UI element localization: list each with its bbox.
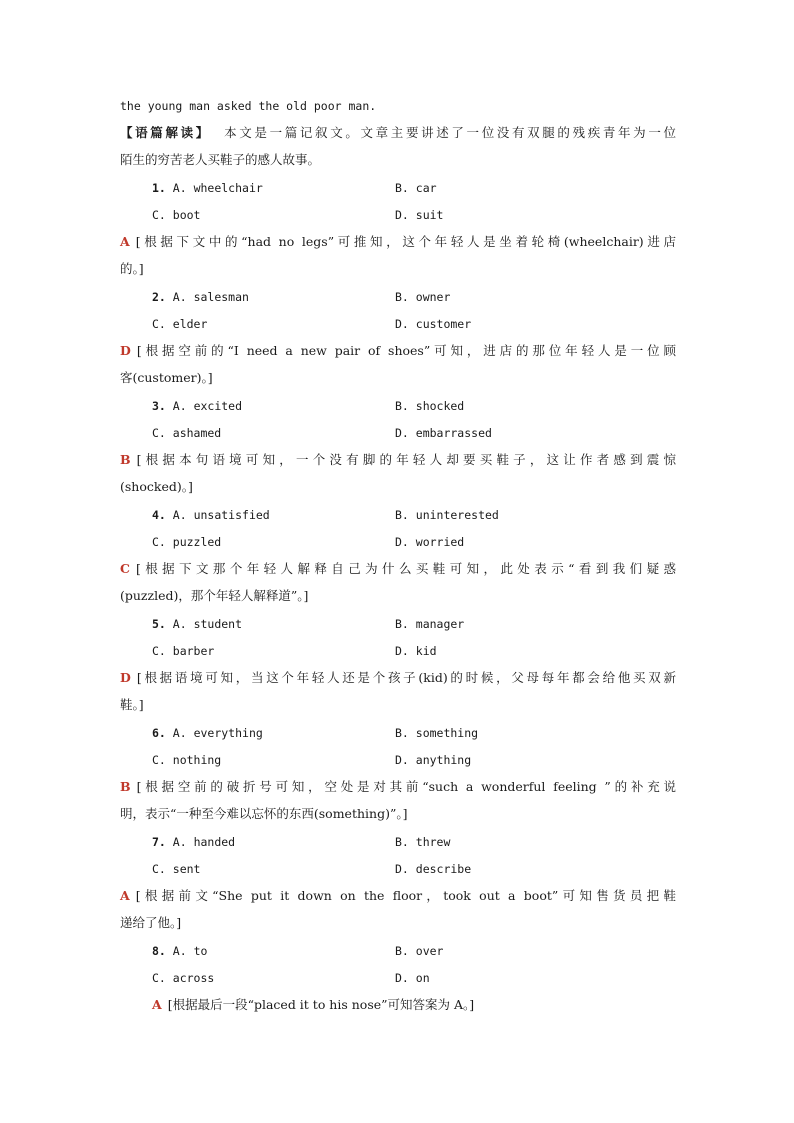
q6-option-b: B. something [395, 726, 479, 740]
analysis-text-1: 本文是一篇记叙文。文章主要讲述了一位没有双腿的残疾青年为一位 [224, 125, 676, 140]
q1-explanation-2: 的。] [120, 261, 144, 276]
q5-option-c: C. barber [152, 644, 215, 658]
q7-option-a: 7. A. handed [152, 835, 236, 849]
q7-explanation-1: A [根据前文“She put it down on the floor，took out a boot”可知售货员把鞋 [120, 888, 676, 903]
q4-explanation-2: (puzzled)，那个年轻人解释道”。] [120, 588, 309, 603]
q7-answer: A [120, 888, 130, 903]
q6-explanation-1: B [根据空前的破折号可知，空处是对其前“such a wonderful feeling ”的补充说 [120, 779, 676, 794]
q2-option-d: D. customer [395, 317, 472, 331]
q2-option-c: C. elder [152, 317, 208, 331]
q2-explanation-2: 客(customer)。] [120, 370, 213, 385]
q8-explanation-1: A [根据最后一段“placed it to his nose”可知答案为 A。] [152, 997, 475, 1012]
q4-option-c: C. puzzled [152, 535, 222, 549]
q3-answer: B [120, 452, 131, 467]
q7-option-c: C. sent [152, 862, 201, 876]
q2-option-b: B. owner [395, 290, 451, 304]
q4-option-b: B. uninterested [395, 508, 499, 522]
q5-option-a: 5. A. student [152, 617, 243, 631]
q2-answer: D [120, 343, 131, 358]
analysis-line-2: 陌生的穷苦老人买鞋子的感人故事。 [120, 152, 321, 167]
q4-explanation-1: C [根据下文那个年轻人解释自己为什么买鞋可知，此处表示“看到我们疑惑 [120, 561, 676, 576]
q6-option-a: 6. A. everything [152, 726, 263, 740]
q5-answer: D [120, 670, 131, 685]
q1-option-b: B. car [395, 181, 437, 195]
q4-answer: C [120, 561, 130, 576]
q1-option-d: D. suit [395, 208, 444, 222]
q4-option-a: 4. A. unsatisfied [152, 508, 270, 522]
q7-option-b: B. threw [395, 835, 451, 849]
q8-option-c: C. across [152, 971, 215, 985]
q1-answer: A [120, 234, 130, 249]
q5-explanation-1: D [根据语境可知，当这个年轻人还是个孩子(kid)的时候，父母每年都会给他买双新 [120, 670, 676, 685]
q5-option-d: D. kid [395, 644, 437, 658]
q5-explanation-2: 鞋。] [120, 697, 144, 712]
q3-option-b: B. shocked [395, 399, 465, 413]
analysis-tag: 【语篇解读】 [120, 125, 211, 140]
q6-answer: B [120, 779, 131, 794]
q1-option-a: 1. A. wheelchair [152, 181, 263, 195]
q8-option-a: 8. A. to [152, 944, 208, 958]
q5-option-b: B. manager [395, 617, 465, 631]
q6-option-d: D. anything [395, 753, 472, 767]
q4-option-d: D. worried [395, 535, 465, 549]
q3-explanation-2: (shocked)。] [120, 479, 193, 494]
analysis-line-1 [120, 125, 676, 141]
q6-option-c: C. nothing [152, 753, 222, 767]
q7-option-d: D. describe [395, 862, 472, 876]
q3-option-d: D. embarrassed [395, 426, 492, 440]
q3-option-c: C. ashamed [152, 426, 222, 440]
intro-line: the young man asked the old poor man. [120, 99, 377, 113]
q6-explanation-2: 明，表示“一种至今难以忘怀的东西(something)”。] [120, 806, 408, 821]
q3-explanation-1: B [根据本句语境可知，一个没有脚的年轻人却要买鞋子，这让作者感到震惊 [120, 452, 676, 467]
q7-explanation-2: 递给了他。] [120, 915, 182, 930]
q8-option-d: D. on [395, 971, 430, 985]
q2-explanation-1: D [根据空前的“I need a new pair of shoes”可知，进店的那位年轻人是一位顾 [120, 343, 676, 358]
q2-option-a: 2. A. salesman [152, 290, 249, 304]
q3-option-a: 3. A. excited [152, 399, 243, 413]
q1-explanation-1: A [根据下文中的“had no legs”可推知，这个年轻人是坐着轮椅(wheelchair)进店 [120, 234, 676, 249]
q8-answer: A [152, 997, 162, 1012]
q1-option-c: C. boot [152, 208, 201, 222]
q8-option-b: B. over [395, 944, 444, 958]
